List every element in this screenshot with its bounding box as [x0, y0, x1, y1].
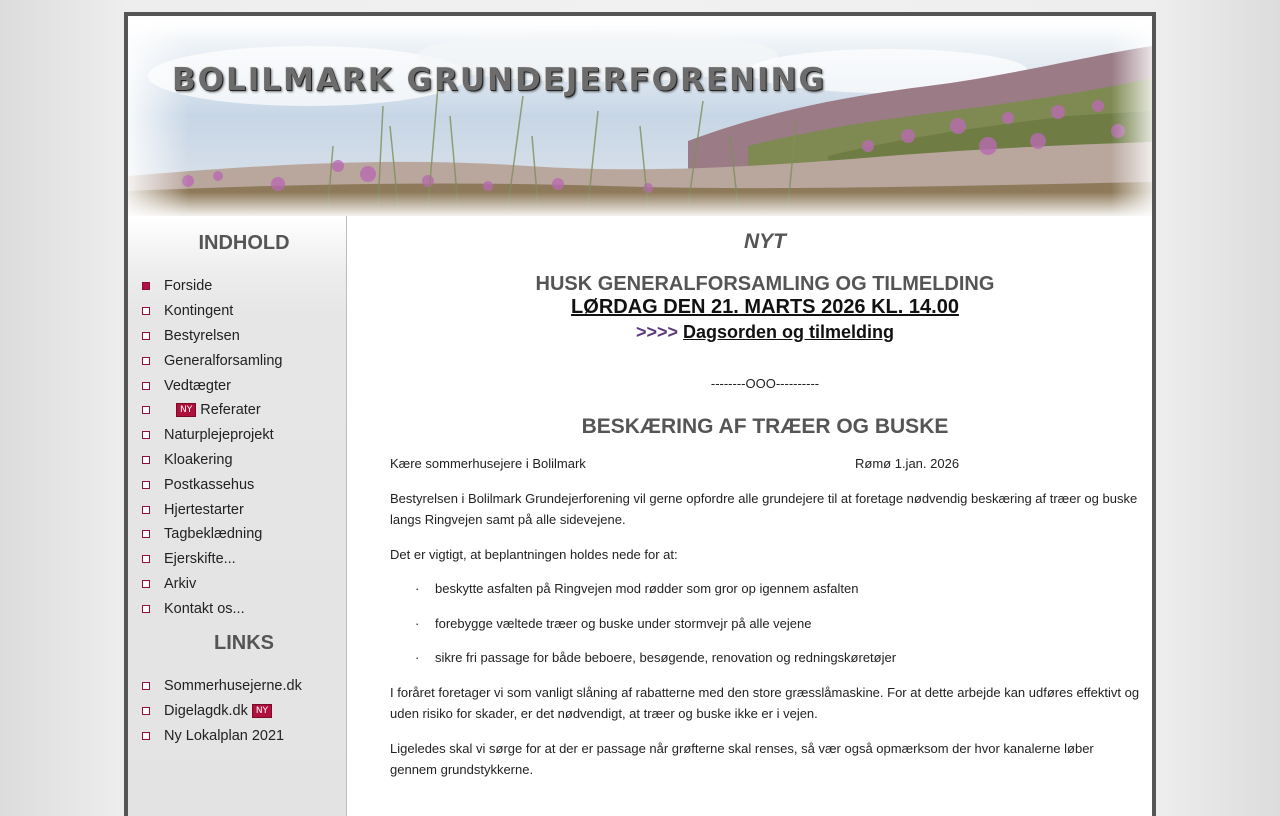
sidebar-item-postkassehus[interactable]: [142, 472, 346, 497]
link-lokalplan[interactable]: [142, 724, 346, 749]
bullet-icon: [142, 732, 150, 740]
sidebar-item-kontakt[interactable]: [142, 596, 346, 621]
sidebar-item-label: Vedtægter: [164, 377, 231, 394]
sidebar-item-kontingent[interactable]: [142, 299, 346, 324]
bullet-icon: [142, 382, 150, 390]
bullet-active-icon: [142, 282, 150, 290]
sidebar-item-label: Generalforsamling: [164, 352, 283, 369]
bullet-icon: [142, 431, 150, 439]
announcement-title: HUSK GENERALFORSAMLING OG TILMELDING: [535, 273, 995, 295]
bullet-icon: [142, 332, 150, 340]
sidebar-item-referater[interactable]: [142, 398, 346, 423]
list-item-text: sikre fri passage for både beboere, besøgende, renovation og redningskøretøjer: [435, 650, 897, 665]
sidebar-item-label: Arkiv: [164, 575, 197, 592]
sidebar-item-ejerskifte[interactable]: [142, 547, 346, 572]
sidebar-item-label: Hjertestarter: [164, 501, 244, 518]
sidebar-item-label: Naturplejeprojekt: [164, 427, 274, 444]
bullet-icon: [142, 707, 150, 715]
bullet-icon: [142, 605, 150, 613]
bullet-dot: ·: [415, 581, 420, 596]
bullet-icon: [142, 307, 150, 315]
page-frame: [124, 12, 1156, 816]
sidebar-item-kloakering[interactable]: [142, 448, 346, 473]
bullet-list: [390, 578, 1140, 669]
sidebar-heading: INDHOLD: [198, 232, 290, 254]
link-label: Ny Lokalplan 2021: [164, 727, 285, 744]
bullet-icon: [142, 406, 150, 414]
sidebar-item-generalforsamling[interactable]: [142, 348, 346, 373]
bullet-icon: [142, 506, 150, 514]
agenda-line: [390, 322, 1140, 343]
link-sommerhusejerne[interactable]: [142, 674, 346, 699]
list-item: [390, 647, 1140, 669]
paragraph: Bestyrelsen i Bolilmark Grundejerforening vil gerne opfordre alle grundejere til at foretage nødvendig beskæring af træer og buske langs Ringvejen samt på alle sidevejene.: [390, 490, 1138, 527]
sidebar-item-tagbeklaedning[interactable]: [142, 522, 346, 547]
paragraph: I foråret foretager vi som vanligt slåning af rabatterne med den store græsslåmaskine. For at dette arbejde kan udføres effektivt og uden risiko for skader, er det nødvendigt, at træer og buske ikke er i vejen.: [390, 684, 1140, 721]
heather-landscape-image: [128, 16, 1152, 216]
sidebar-item-label: Ejerskifte...: [164, 551, 236, 568]
paragraph: Det er vigtigt, at beplantningen holdes nede for at:: [390, 546, 678, 562]
new-badge: NY: [176, 403, 196, 417]
list-item: [390, 613, 1140, 635]
links-heading: LINKS: [214, 632, 274, 654]
sidebar-item-vedtaegter[interactable]: [142, 373, 346, 398]
agenda-link[interactable]: Dagsorden og tilmelding: [683, 322, 895, 342]
bullet-icon: [142, 357, 150, 365]
sidebar-item-arkiv[interactable]: [142, 572, 346, 597]
place-date: Rømø 1.jan. 2026: [855, 456, 960, 471]
sidebar-item-label: Kloakering: [164, 451, 233, 468]
paragraph: Ligeledes skal vi sørge for at der er passage når grøfterne skal renses, så vær også opmærksom der hvor kanalerne løber gennem grundstykkerne.: [390, 740, 1094, 777]
news-heading: NYT: [744, 230, 786, 253]
bullet-icon: [142, 481, 150, 489]
bullet-dot: ·: [415, 615, 420, 631]
announcement-date: LØRDAG DEN 21. MARTS 2026 KL. 14.00: [571, 296, 959, 318]
sidebar-item-hjertestarter[interactable]: [142, 497, 346, 522]
sidebar-item-bestyrelsen[interactable]: [142, 324, 346, 349]
sidebar-menu: [142, 274, 346, 621]
list-item-text: forebygge væltede træer og buske under stormvejr på alle vejene: [435, 615, 812, 631]
sidebar-item-label: Kontakt os...: [164, 600, 245, 617]
sidebar-item-label: Referater: [200, 402, 261, 419]
list-item: [390, 578, 1140, 600]
letter-body: [390, 453, 1140, 794]
sidebar-item-naturplejeprojekt[interactable]: [142, 423, 346, 448]
salutation-row: [390, 453, 1140, 475]
separator: --------OOO----------: [710, 376, 820, 391]
bullet-icon: [142, 580, 150, 588]
sidebar-item-label: Postkassehus: [164, 476, 255, 493]
bullet-icon: [142, 555, 150, 563]
bullet-icon: [142, 456, 150, 464]
sidebar-item-label: Forside: [164, 278, 213, 295]
arrows: >>>>: [635, 322, 678, 342]
bullet-icon: [142, 530, 150, 538]
links-menu: [142, 674, 346, 748]
bullet-dot: ·: [415, 650, 420, 665]
salutation: Kære sommerhusejere i Bolilmark: [390, 456, 586, 471]
link-label: Digelagdk.dk: [164, 703, 248, 720]
sidebar-item-label: Tagbeklædning: [164, 526, 263, 543]
sidebar-item-forside[interactable]: [142, 274, 346, 299]
sidebar-item-label: Bestyrelsen: [164, 327, 240, 344]
header-banner: [128, 16, 1152, 216]
section-title: BESKÆRING AF TRÆER OG BUSKE: [581, 415, 949, 438]
new-badge: NY: [252, 704, 272, 718]
list-item-text: beskytte asfalten på Ringvejen mod rødder som gror op igennem asfalten: [435, 581, 859, 596]
sidebar: [128, 216, 347, 816]
link-label: Sommerhusejerne.dk: [164, 678, 302, 695]
bullet-icon: [142, 682, 150, 690]
site-title: BOLILMARK GRUNDEJERFORENING: [172, 62, 826, 98]
sidebar-item-label: Kontingent: [164, 303, 234, 320]
link-digelagdk[interactable]: [142, 699, 346, 724]
